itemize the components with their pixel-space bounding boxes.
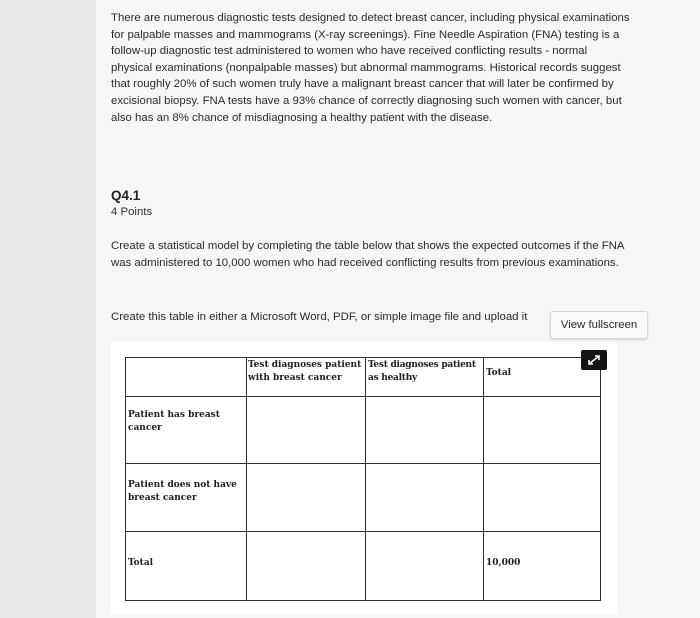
question-points: 4 Points xyxy=(111,206,153,218)
row-label-no-cancer: Patient does not have breast cancer xyxy=(128,480,237,503)
table-cell xyxy=(366,533,483,599)
table-cell xyxy=(484,465,600,530)
table-header-negative: Test diagnoses patient as healthy xyxy=(368,360,476,383)
table-cell xyxy=(366,398,483,463)
problem-description: There are numerous diagnostic tests designed to detect breast cancer, including physical examinations for palpable masses and mammograms (X-ray screenings). Fine Needle Aspiration (FNA) testing is a follow-up diagnostic test administered to women who have received conflicting results - normal physical examinations (nonpalpable masses) but abnormal mammograms. Historical records suggest that roughly 20% of such women truly have a malignant breast cancer that will later be confirmed by excisional biopsy. FNA tests have a 93% chance of correctly diagnosing such women with cancer, but also has an 8% chance of misdiagnosing a healthy patient with the disease. xyxy=(111,12,630,124)
table-header-total: Total xyxy=(486,368,512,378)
table-header-positive: Test diagnoses patient with breast cancer xyxy=(248,360,362,383)
row-label-total: Total xyxy=(128,558,154,568)
view-fullscreen-button[interactable]: View fullscreen xyxy=(550,311,648,339)
table-cell xyxy=(366,465,483,530)
table-row-divider xyxy=(125,396,601,397)
table-header-corner xyxy=(126,358,246,396)
table-cell xyxy=(247,533,365,599)
table-row-divider xyxy=(125,463,601,464)
upload-instruction: Create this table in either a Microsoft Word, PDF, or simple image file and upload it xyxy=(111,311,528,323)
row-label-has-cancer: Patient has breast cancer xyxy=(128,410,220,433)
table-cell xyxy=(484,398,600,463)
table-row-divider xyxy=(125,531,601,532)
question-title: Q4.1 xyxy=(111,188,141,203)
expand-arrows-icon xyxy=(586,353,602,367)
question-instruction: Create a statistical model by completing the table below that shows the expected outcomes if the FNA was administered to 10,000 women who had received conflicting results from previous examinations. xyxy=(111,240,624,269)
table-border-bottom xyxy=(125,600,601,601)
expand-image-button[interactable] xyxy=(581,350,607,370)
table-cell xyxy=(247,465,365,530)
table-cell xyxy=(247,398,365,463)
table-border-right xyxy=(600,357,601,601)
grand-total-cell: 10,000 xyxy=(486,558,521,568)
